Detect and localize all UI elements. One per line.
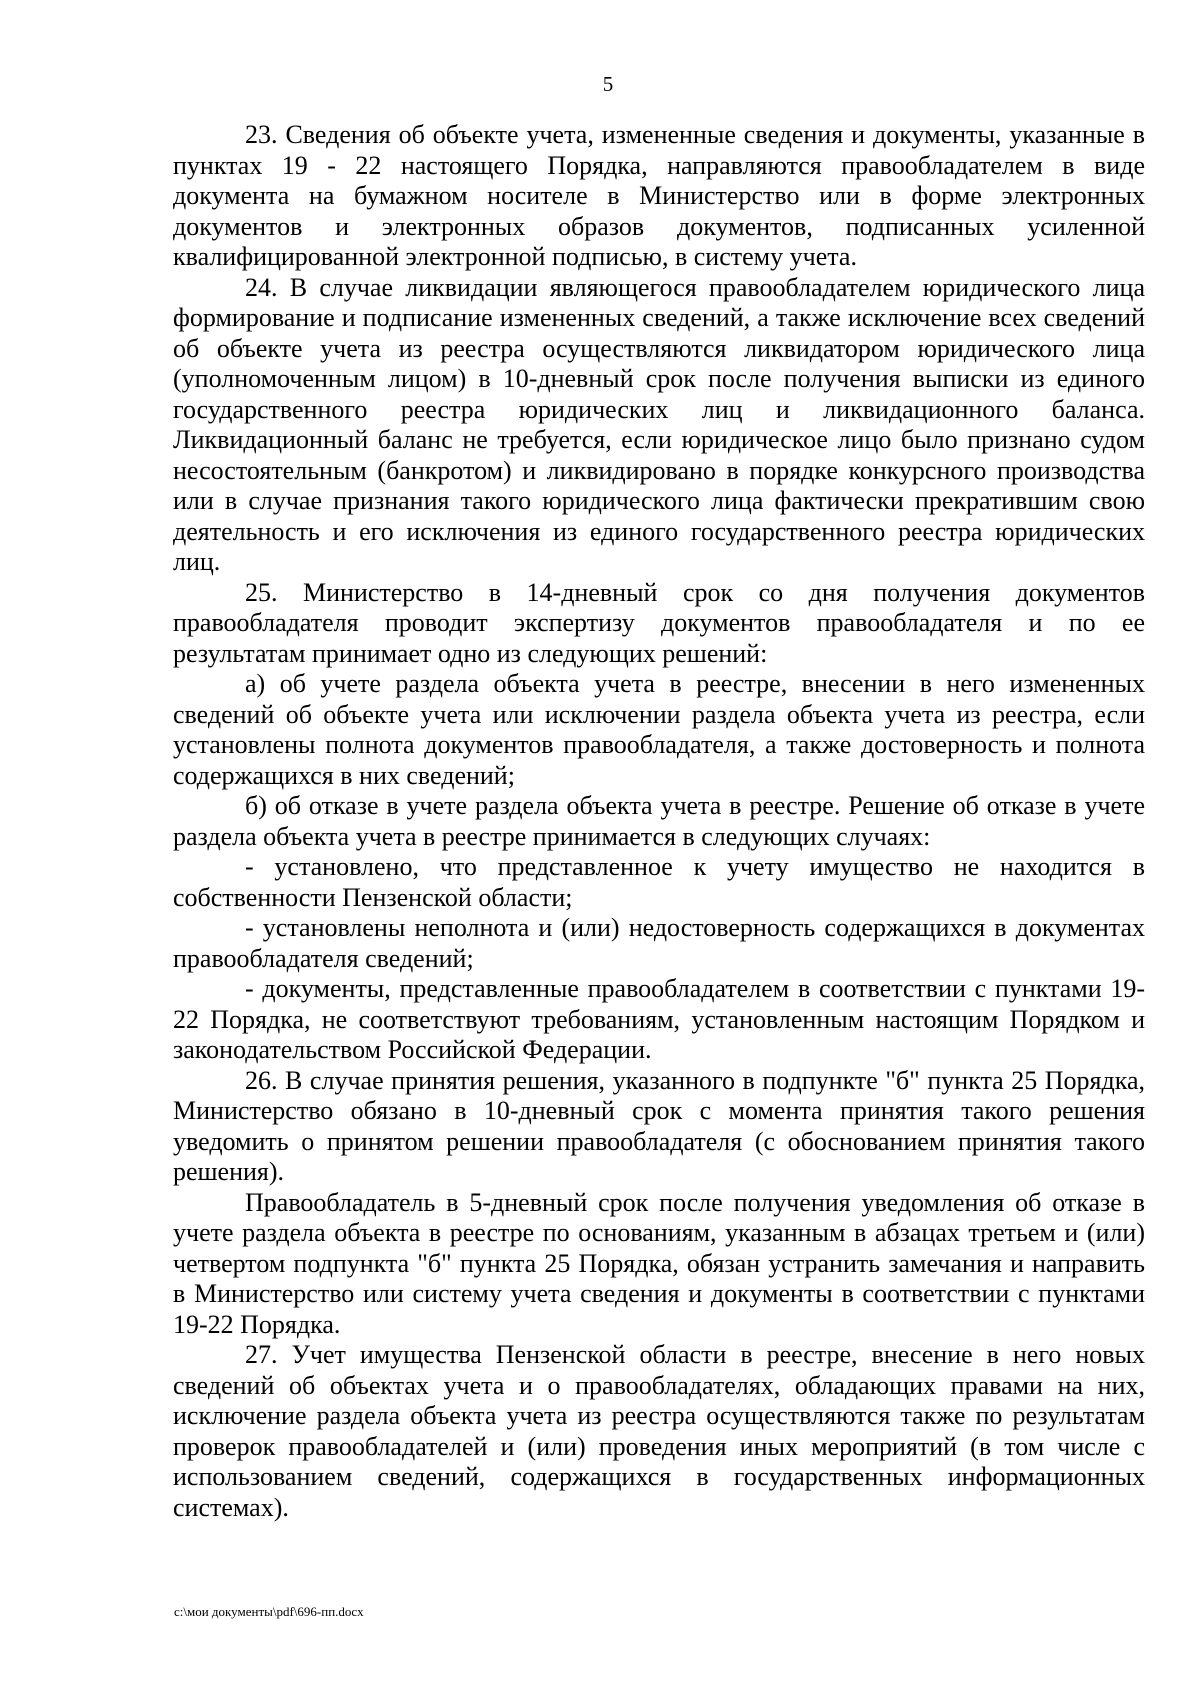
refusal-case-2: - установлены неполнота и (или) недостоверность содержащихся в документах правообладателя сведений;	[173, 913, 1145, 973]
paragraph-26: 26. В случае принятия решения, указанного в подпункте "б" пункта 25 Порядка, Министерство обязано в 10-дневный срок с момента принятия такого решения уведомить о принятом решении правообладателя (с обоснованием принятия такого решения).	[173, 1065, 1145, 1186]
paragraph-24: 24. В случае ликвидации являющегося правообладателем юридического лица формирование и подписание измененных сведений, а также исключение всех сведений об объекте учета из реестра осуществляются ликвидатором юридического лица (уполномоченным лицом) в 10-дневный срок после получения выписки из единого государственного реестра юридических лиц и ликвидационного баланса. Ликвидационный баланс не требуется, если юридическое лицо было признано судом несостоятельным (банкротом) и ликвидировано в порядке конкурсного производства или в случае признания такого юридического лица фактически прекратившим свою деятельность и его исключения из единого государственного реестра юридических лиц.	[173, 272, 1145, 576]
paragraph-26-continued: Правообладатель в 5-дневный срок после получения уведомления об отказе в учете раздела объекта в реестре по основаниям, указанным в абзацах третьем и (или) четвертом подпункта "б" пункта 25 Порядка, обязан устранить замечания и направить в Министерство или систему учета сведения и документы в соответствии с пунктами 19-22 Порядка.	[173, 1187, 1145, 1339]
subparagraph-a: а) об учете раздела объекта учета в реестре, внесении в него измененных сведений об объекте учета или исключении раздела объекта учета из реестра, если установлены полнота документов правообладателя, а также достоверность и полнота содержащихся в них сведений;	[173, 669, 1145, 790]
refusal-case-3: - документы, представленные правообладателем в соответствии с пунктами 19-22 Порядка, не соответствуют требованиям, установленным настоящим Порядком и законодательством Российской Федерации.	[173, 974, 1145, 1064]
document-body	[173, 120, 1145, 1523]
refusal-case-1: - установлено, что представленное к учету имущество не находится в собственности Пензенской области;	[173, 852, 1145, 912]
paragraph-25: 25. Министерство в 14-дневный срок со дня получения документов правообладателя проводит экспертизу документов правообладателя и по ее результатам принимает одно из следующих решений:	[173, 577, 1145, 668]
page-number: 5	[602, 72, 614, 96]
paragraph-27: 27. Учет имущества Пензенской области в реестре, внесение в него новых сведений об объектах учета и о правообладателях, обладающих правами на них, исключение раздела объекта учета из реестра осуществляются также по результатам проверок правообладателей и (или) проведения иных мероприятий (в том числе с использованием сведений, содержащихся в государственных информационных системах).	[173, 1340, 1145, 1522]
footer-file-path: c:\мои документы\pdf\696-пп.docx	[174, 1604, 364, 1619]
paragraph-23: 23. Сведения об объекте учета, измененные сведения и документы, указанные в пунктах 19 - 22 настоящего Порядка, направляются правообладателем в виде документа на бумажном носителе в Министерство или в форме электронных документов и электронных образов документов, подписанных усиленной квалифицированной электронной подписью, в систему учета.	[173, 120, 1145, 271]
subparagraph-b: б) об отказе в учете раздела объекта учета в реестре. Решение об отказе в учете раздела объекта учета в реестре принимается в следующих случаях:	[173, 791, 1145, 851]
